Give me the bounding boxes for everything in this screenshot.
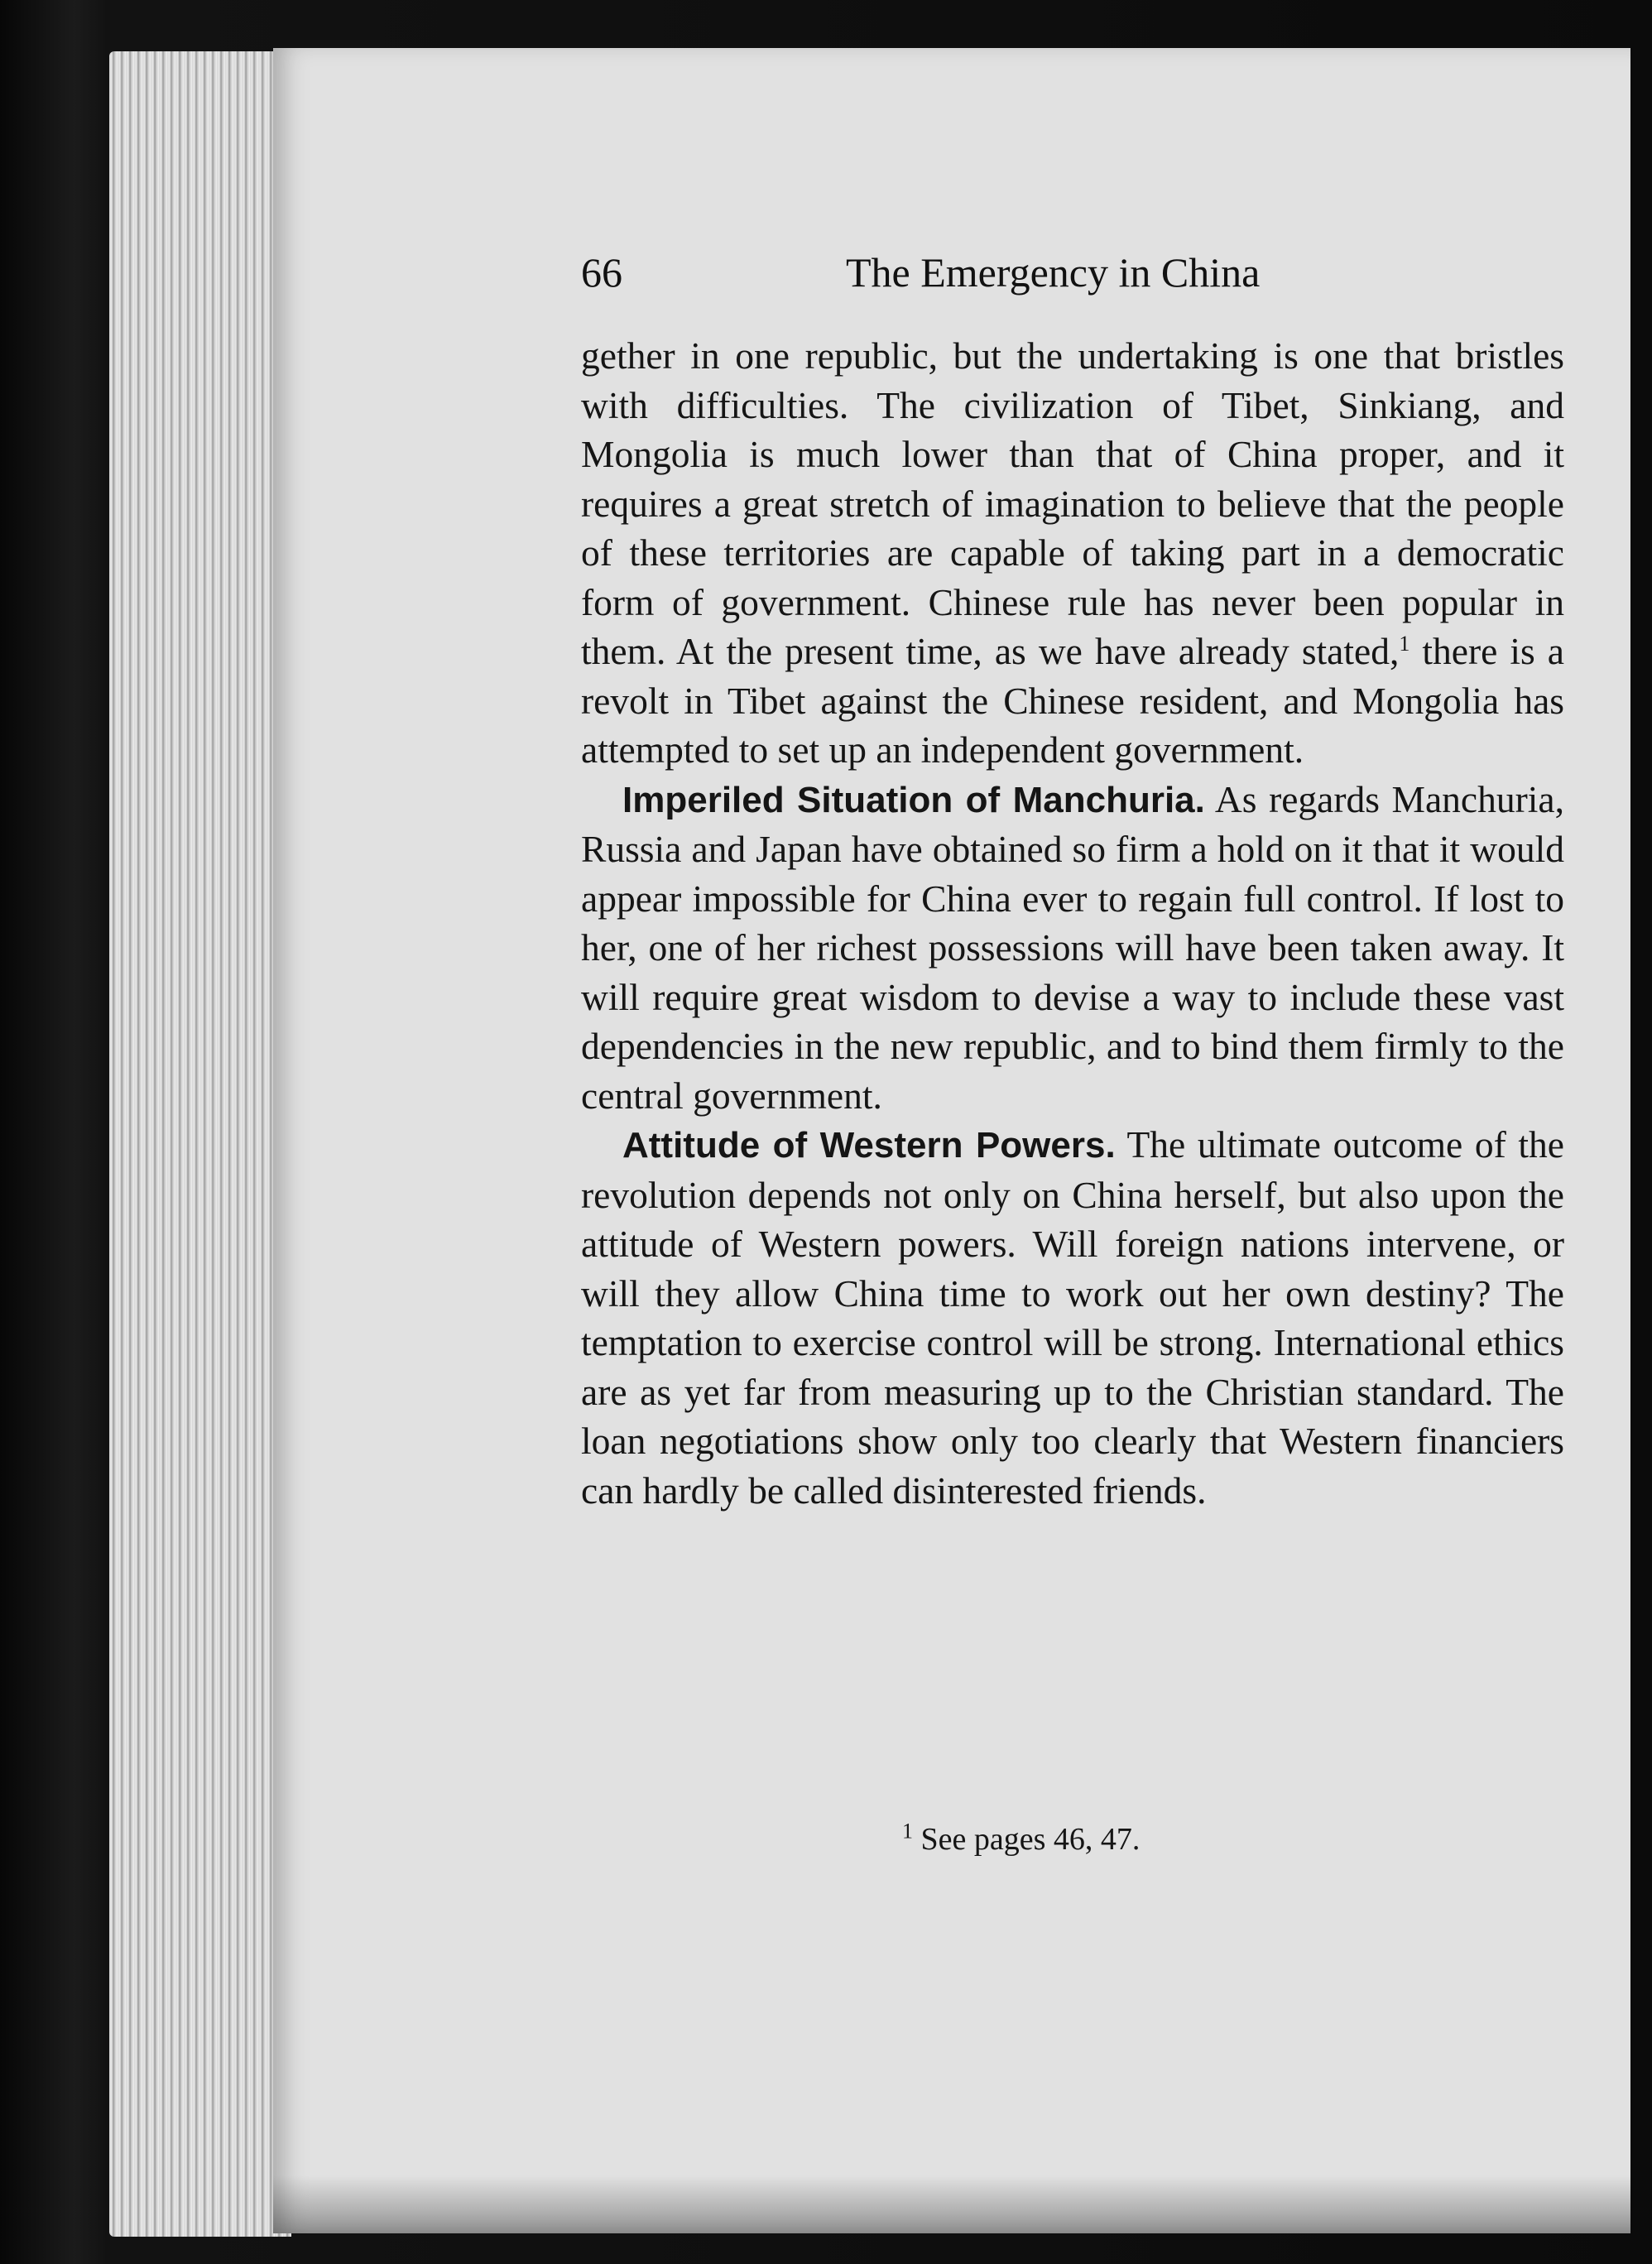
page-stack-edge xyxy=(109,51,291,2237)
body-text xyxy=(581,331,1564,1515)
page-header xyxy=(581,248,1564,306)
running-title: The Emergency in China xyxy=(846,249,1261,296)
section-heading-western-powers: Attitude of Western Powers. xyxy=(622,1125,1116,1166)
footnote-reference: 1 xyxy=(1399,631,1410,656)
section-heading-manchuria: Imperiled Situation of Manchuria. xyxy=(622,779,1205,820)
page-number: 66 xyxy=(581,249,622,296)
footnote xyxy=(902,1821,1140,1858)
paragraph-3-text: The ultimate outcome of the revolution depends not only on China herself, but also upon the attitude of Western powers. Will foreign nations intervene, or will they allow China time to work out her own destiny? The temptation to exercise control will be strong. International ethics are as yet far from measuring up to the Christian standard. The loan negotiations show only too clearly that Western financiers can hardly be called disinterested friends. xyxy=(581,1123,1564,1512)
paragraph-1-text-continued: there is a revolt in Tibet against the Chinese resident, and Mongolia has attempted to set up an independent government. xyxy=(581,630,1565,771)
paragraph-1 xyxy=(581,331,1564,775)
footnote-marker: 1 xyxy=(902,1819,913,1843)
paragraph-2 xyxy=(581,775,1564,1121)
paragraph-3 xyxy=(581,1120,1564,1515)
footnote-text: See pages 46, 47. xyxy=(920,1822,1141,1857)
paragraph-2-text: As regards Manchuria, Russia and Japan have obtained so firm a hold on it that it would appear impossible for China ever to regain full control. If lost to her, one of her richest possessions will have been taken away. It will require great wisdom to devise a way to include these vast dependencies in the new republic, and to bind them firmly to the central government. xyxy=(581,777,1564,1117)
paragraph-1-text: gether in one republic, but the undertaking is one that bristles with difficulties. The civilization of Tibet, Sinkiang, and Mongolia is much lower than that of China proper, and it requires a great stretch of imagination to believe that the people of these territories are capable of taking part in a democratic form of government. Chinese rule has never been popular in them. At the present time, as we have already stated, xyxy=(581,334,1564,672)
